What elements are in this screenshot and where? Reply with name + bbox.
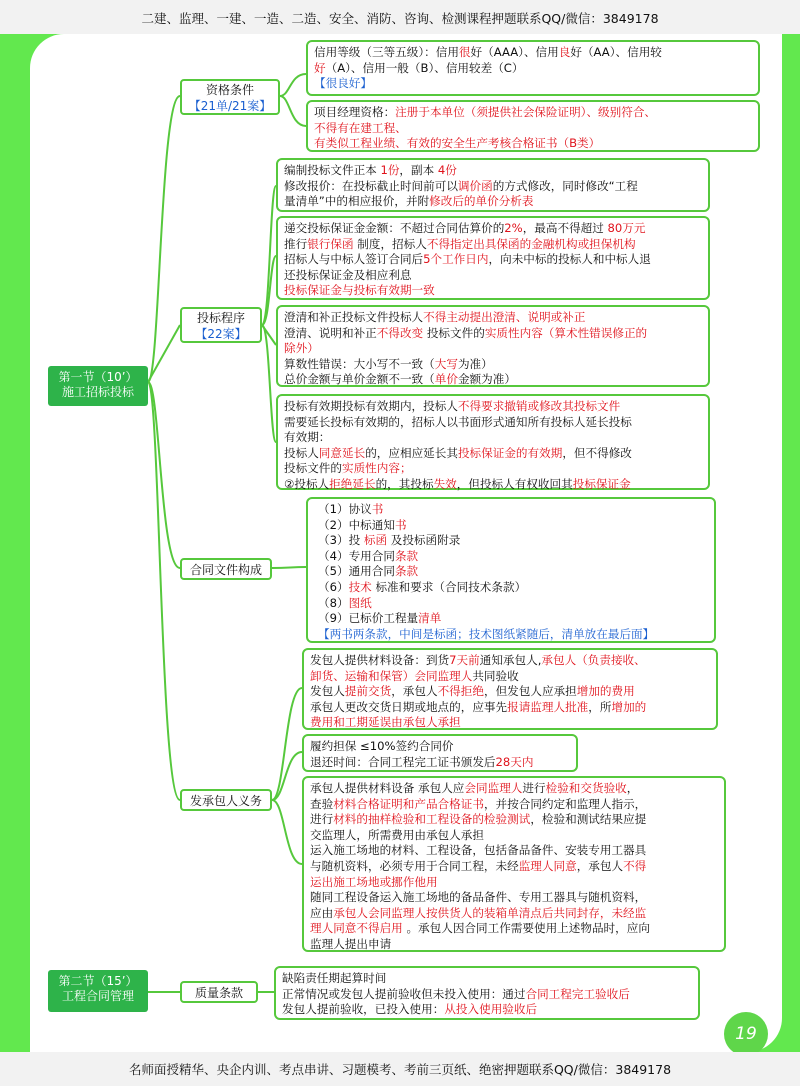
box-bid-validity: 投标有效期投标有效期内，投标人不得要求撤销或修改其投标文件 需要延长投标有效期的，招标人以书面形式通知所有投标人延长投标 有效期： 投标人同意延长的，应相应延长其投标保证金的有效期，但不得修改 投标文件的实质性内容； ②投标人拒绝延长的，其投标失效，但投标人有权收回其投标保证金 <box>276 394 710 490</box>
header-banner: 二建、监理、一建、一造、二造、安全、消防、咨询、检测课程押题联系QQ/微信：3849178 <box>141 11 659 26</box>
box-bid-bond: 递交投标保证金金额：不超过合同估算价的2%，最高不得超过 80万元 推行银行保函 制度，招标人不得指定出具保函的金融机构或担保机构 招标人与中标人签订合同后5个工作日内，向未中标的投标人和中标人退 还投标保证金及相应利息 投标保证金与投标有效期一致 <box>276 216 710 300</box>
label-quality-clause: 质量条款 <box>180 981 258 1003</box>
box-contractor-supplied-materials: 承包人提供材料设备 承包人应会同监理人进行检验和交货验收， 查验材料合格证明和产品合格证书，并按合同约定和监理人指示， 进行材料的抽样检验和工程设备的检验测试，检验和测试结果应提 交监理人，所需费用由承包人承担 运入施工场地的材料、工程设备，包括备品备件、安装专用工器具 与随机资料，必须专用于合同工程，未经监理人同意，承包人不得 运出施工场地或挪作他用 随同工程设备运入施工场地的备品备件、专用工器具与随机资料， 应由承包人会同监理人按供货人的装箱单清点后共同封存，未经监 理人同意不得启用 。承包人因合同工作需要使用上述物品时，应向 监理人提出申请 <box>302 776 726 952</box>
box-project-manager: 项目经理资格：注册于本单位（须提供社会保险证明）、级别符合、 不得有在建工程、 有类似工程业绩、有效的安全生产考核合格证书（B类） <box>306 100 760 152</box>
label-qualification <box>180 79 280 115</box>
box-clarification: 澄清和补正投标文件投标人不得主动提出澄清、说明或补正 澄清、说明和补正不得改变 投标文件的实质性内容（算术性错误修正的 除外） 算数性错误：大小写不一致（大写为准） 总价金额与单价金额不一致（单价金额为准） <box>276 305 710 387</box>
footer-banner: 名师面授精华、央企内训、考点串讲、习题模考、考前三页纸、绝密押题联系QQ/微信：3849178 <box>128 1062 672 1077</box>
section-2-title: 工程合同管理 <box>61 989 134 1003</box>
box-bid-documents: 编制投标文件正本 1份，副本 4份 修改报价：在投标截止时间前可以调价函的方式修改，同时修改“工程 量清单”中的相应报价，并附修改后的单价分析表 <box>276 158 710 212</box>
label-qualification-tag: 【21单/21案】 <box>188 99 272 113</box>
box-contract-document-list: （1）协议书 （2）中标通知书 （3）投 标函 及投标函附录 （4）专用合同条款 （5）通用合同条款 （6）技术 标准和要求（合同技术条款） （8）图纸 （9）已标价工程量清单 【两书两条款，中间是标函；技术图纸紧随后，清单放在最后面】 <box>306 497 716 643</box>
box-defect-liability: 缺陷责任期起算时间 正常情况或发包人提前验收但未投入使用：通过合同工程完工验收后 发包人提前验收，已投入使用：从投入使用验收后 <box>274 966 700 1020</box>
section-2-label <box>48 970 148 1012</box>
label-contract-documents: 合同文件构成 <box>180 558 272 580</box>
section-1-title: 施工招标投标 <box>61 385 134 399</box>
label-contractor-obligations: 发承包人义务 <box>180 789 272 811</box>
label-qualification-text: 资格条件 <box>205 83 254 97</box>
section-2-number: 第二节（15’） <box>58 974 138 988</box>
page-number: 19 <box>724 1012 768 1056</box>
box-performance-guarantee: 履约担保 ≤10%签约合同价 退还时间：合同工程完工证书颁发后28天内 <box>302 734 578 772</box>
section-1-label <box>48 366 148 406</box>
section-1-number: 第一节（10’） <box>58 370 138 384</box>
box-credit-rating: 信用等级（三等五级）：信用很好（AAA）、信用良好（AA）、信用较 好（A）、信用一般（B）、信用较差（C） 【很良好】 <box>306 40 760 96</box>
label-bidding-procedure-tag: 【22案】 <box>195 327 247 341</box>
label-bidding-procedure <box>180 307 262 343</box>
label-bidding-procedure-text: 投标程序 <box>196 311 245 325</box>
box-employer-supplied-materials: 发包人提供材料设备：到货7天前通知承包人,承包人（负责接收、 卸货、运输和保管）会同监理人共同验收 发包人提前交货，承包人不得拒绝，但发包人应承担增加的费用 承包人更改交货日期或地点的，应事先报请监理人批准，所增加的 费用和工期延误由承包人承担 <box>302 648 718 730</box>
